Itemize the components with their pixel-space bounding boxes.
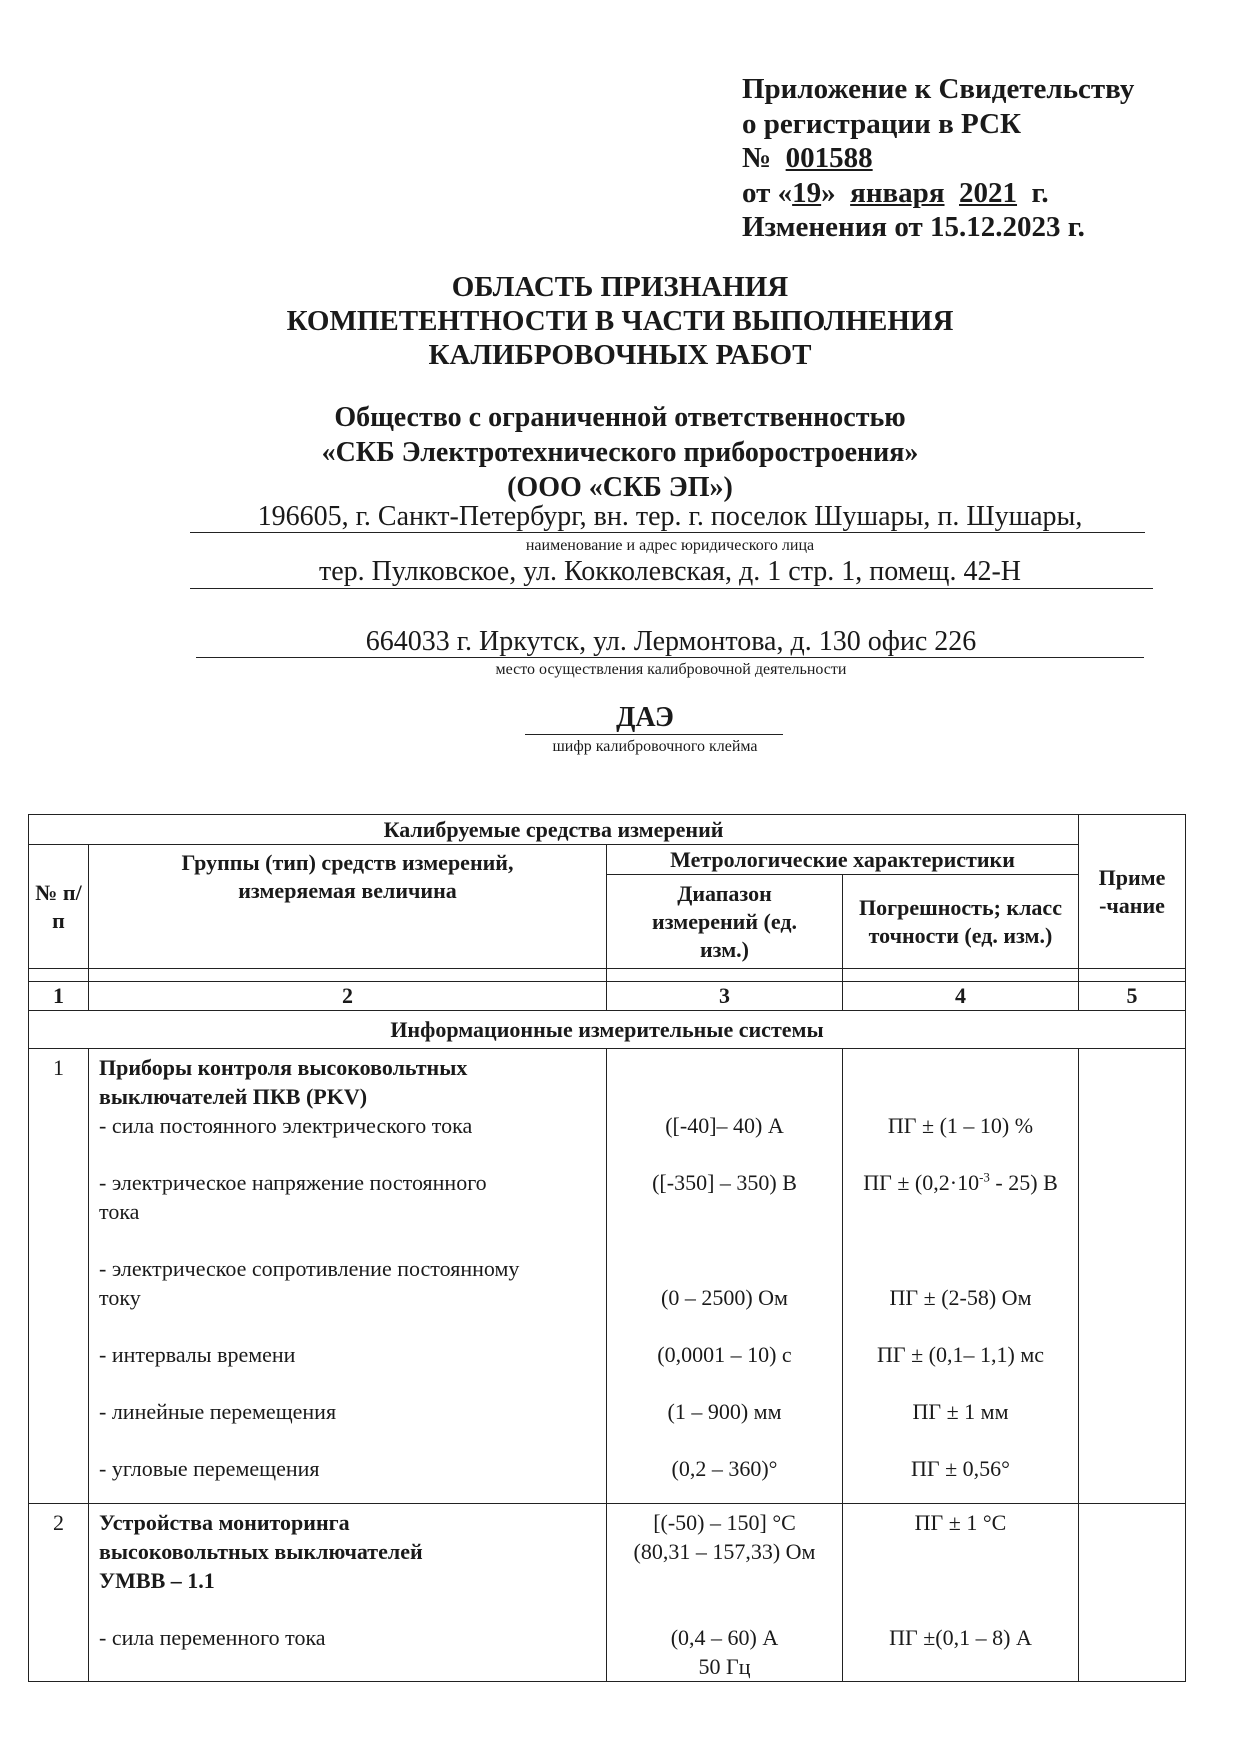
header-date (742, 176, 1134, 211)
item-ac-current: - сила переменного тока (99, 1625, 326, 1650)
location-caption: место осуществления калибровочной деятельности (495, 661, 847, 678)
range-dc-voltage: ([-350] – 350) В (652, 1170, 797, 1195)
table-row (29, 1504, 1186, 1682)
error-dc-current: ПГ ± (1 – 10) % (887, 1113, 1034, 1138)
error-linear-displacement: ПГ ± 1 мм (912, 1399, 1009, 1424)
row-note (1079, 1504, 1186, 1682)
item-time-intervals: - интервалы времени (99, 1342, 296, 1367)
cipher-underline (525, 734, 783, 735)
title-line-1: ОБЛАСТЬ ПРИЗНАНИЯ (451, 271, 789, 303)
col-number-2: 2 (89, 982, 607, 1011)
number-value: 001588 (785, 142, 873, 174)
cipher-value: ДАЭ (616, 702, 674, 733)
address-underline-1 (190, 532, 1145, 533)
group-name-line-3: УМВВ – 1.1 (99, 1568, 215, 1593)
address-line-2: тер. Пулковское, ул. Кокколевская, д. 1 стр. 1, помещ. 42-Н (318, 556, 1021, 587)
date-prefix: от « (742, 176, 793, 209)
org-line-1: Общество с ограниченной ответственностью (334, 402, 906, 433)
error-temperature: ПГ ± 1 °С (914, 1510, 1007, 1535)
table-head-row-2 (29, 845, 1186, 875)
range-resistance: (80,31 – 157,33) Ом (633, 1539, 816, 1564)
date-suffix: г. (1031, 176, 1049, 209)
row-errors (843, 1504, 1079, 1682)
location-underline (196, 657, 1144, 658)
item-dc-current: - сила постоянного электрического тока (99, 1113, 473, 1138)
item-linear-displacement: - линейные перемещения (99, 1399, 337, 1424)
error-dc-resistance: ПГ ± (2-58) Ом (889, 1285, 1032, 1310)
location-line: 664033 г. Иркутск, ул. Лермонтова, д. 130 офис 226 (365, 626, 977, 657)
group-name-line-1: Устройства мониторинга (99, 1510, 350, 1535)
error-dc-voltage-b: - 25) В (989, 1170, 1058, 1195)
column-number-row (29, 982, 1186, 1011)
number-label: № (742, 142, 772, 174)
error-ac-current: ПГ ±(0,1 – 8) А (889, 1625, 1032, 1650)
org-line-2: «СКБ Электротехнического приборостроения» (321, 437, 919, 468)
group-name-line-1: Приборы контроля высоковольтных (99, 1055, 468, 1080)
certificate-header (742, 72, 1134, 245)
group-name-line-2: выключателей ПКВ (PKV) (99, 1084, 368, 1109)
row-errors (843, 1049, 1079, 1504)
group-name-line-2: высоковольтных выключателей (99, 1539, 423, 1564)
row-description (89, 1049, 607, 1504)
item-angular-displacement: - угловые перемещения (99, 1456, 320, 1481)
org-line-3: (ООО «СКБ ЭП») (507, 472, 733, 503)
error-time-intervals: ПГ ± (0,1– 1,1) мс (876, 1342, 1045, 1367)
head-no: № п/п (29, 845, 89, 969)
title-line-2: КОМПЕТЕНТНОСТИ В ЧАСТИ ВЫПОЛНЕНИЯ (286, 305, 954, 337)
range-ac-frequency: 50 Гц (698, 1654, 751, 1679)
range-temperature: [(-50) – 150] °С (653, 1510, 796, 1535)
col-number-1: 1 (29, 982, 89, 1011)
error-dc-voltage (843, 1168, 1078, 1197)
head-group: Группы (тип) средств измерений, измеряемая величина (89, 845, 607, 969)
header-changes: Изменения от 15.12.2023 г. (742, 211, 1085, 243)
table-row (29, 1049, 1186, 1504)
item-dc-voltage: - электрическое напряжение постоянного (99, 1170, 487, 1195)
header-line-1: Приложение к Свидетельству (742, 73, 1135, 105)
address-line-1: 196605, г. Санкт-Петербург, вн. тер. г. поселок Шушары, п. Шушары, (257, 501, 1083, 532)
head-note-text: Приме -чание (1098, 864, 1166, 918)
range-linear-displacement: (1 – 900) мм (667, 1399, 782, 1424)
item-dc-resistance-cont: току (99, 1285, 141, 1310)
range-dc-resistance: (0 – 2500) Ом (661, 1285, 788, 1310)
col-number-3: 3 (607, 982, 843, 1011)
row-number: 2 (29, 1504, 89, 1682)
head-metro: Метрологические характеристики (607, 845, 1079, 875)
header-number (742, 141, 1134, 176)
table-head-row-1 (29, 815, 1186, 845)
row-note (1079, 1049, 1186, 1504)
head-error: Погрешность; класс точности (ед. изм.) (843, 875, 1079, 969)
row-number: 1 (29, 1049, 89, 1504)
range-ac-current: (0,4 – 60) А (670, 1625, 779, 1650)
row-description (89, 1504, 607, 1682)
date-month: января (850, 176, 945, 209)
error-dc-voltage-a: ПГ ± (0,2·10 (863, 1170, 980, 1195)
head-calibrated: Калибруемые средства измерений (29, 815, 1079, 845)
head-note (1079, 815, 1186, 969)
address-underline-2 (190, 588, 1153, 589)
date-mid: » (821, 176, 836, 209)
col-number-4: 4 (843, 982, 1079, 1011)
row-ranges (607, 1049, 843, 1504)
error-angular-displacement: ПГ ± 0,56° (911, 1456, 1010, 1481)
head-range: Диапазон измерений (ед. изм.) (607, 875, 843, 969)
date-year: 2021 (959, 176, 1018, 209)
item-dc-voltage-cont: тока (99, 1199, 140, 1224)
range-angular-displacement: (0,2 – 360)° (671, 1456, 778, 1481)
section-row (29, 1011, 1186, 1049)
header-line-2: о регистрации в РСК (742, 107, 1022, 140)
row-ranges (607, 1504, 843, 1682)
col-number-5: 5 (1079, 982, 1186, 1011)
organization-name (0, 400, 1240, 505)
range-time-intervals: (0,0001 – 10) с (657, 1342, 792, 1367)
calibration-scope-table (28, 814, 1186, 1682)
table-gap (29, 969, 1186, 982)
date-day: 19 (792, 176, 822, 209)
address-caption: наименование и адрес юридического лица (525, 537, 815, 554)
cipher-caption: шифр калибровочного клейма (552, 738, 758, 755)
range-dc-current: ([-40]– 40) А (665, 1113, 784, 1138)
error-dc-voltage-exp: -3 (979, 1169, 990, 1185)
title-line-3: КАЛИБРОВОЧНЫХ РАБОТ (428, 339, 812, 371)
item-dc-resistance: - электрическое сопротивление постоянному (99, 1256, 520, 1281)
section-title: Информационные измерительные системы (29, 1011, 1186, 1049)
document-title (0, 270, 1240, 372)
